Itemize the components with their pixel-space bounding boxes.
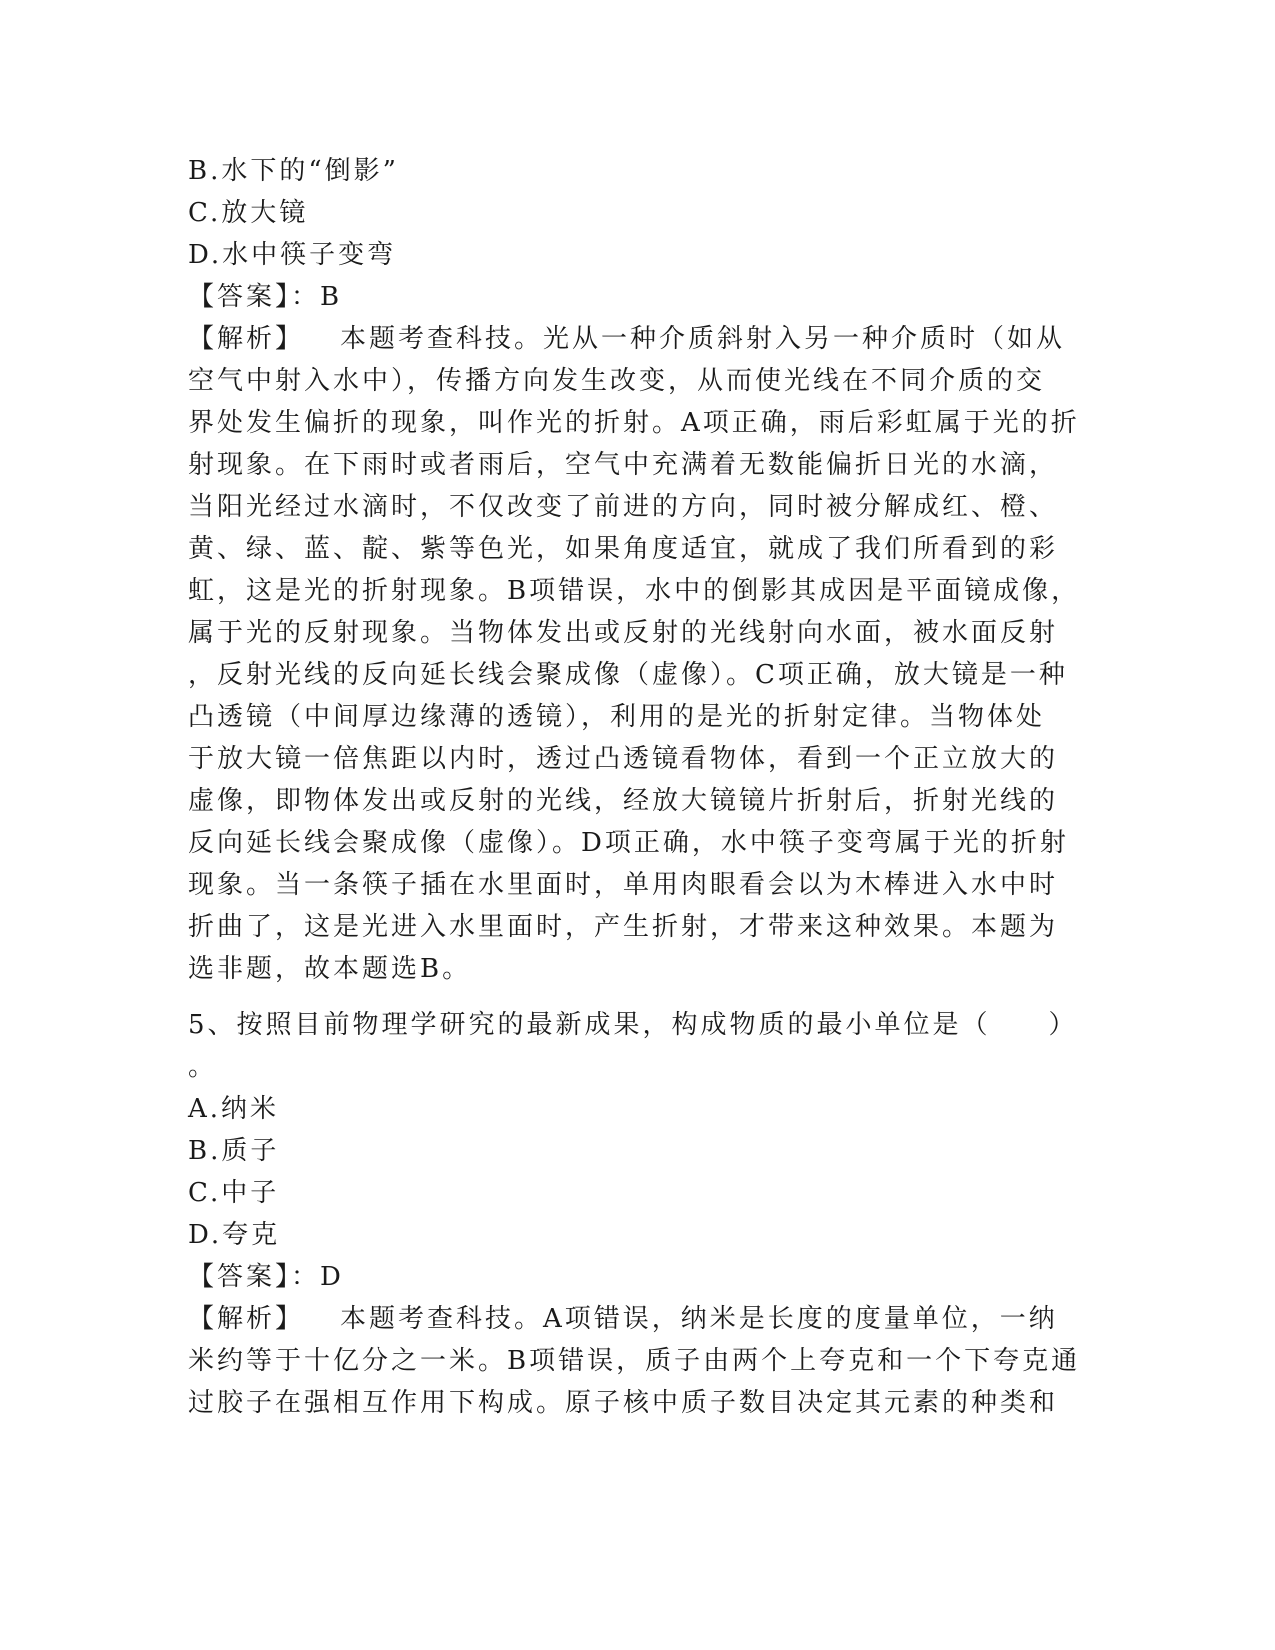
q5-analysis-line — [188, 1298, 1088, 1340]
q5-analysis-line: 米约等于十亿分之一米。B项错误，质子由两个上夸克和一个下夸克通 — [188, 1346, 1081, 1376]
q4-analysis-text: 本题考查科技。光从一种介质斜射入另一种介质时（如从 — [340, 324, 1066, 354]
q4-analysis-line — [188, 318, 1088, 360]
q4-analysis-line: 当阳光经过水滴时，不仅改变了前进的方向，同时被分解成红、橙、 — [188, 492, 1059, 522]
q5-answer — [188, 1256, 1088, 1298]
q5-question-tail: 。 — [188, 1052, 218, 1082]
q5-option-d: D.夸克 — [188, 1220, 281, 1250]
q4-analysis-line: 现象。当一条筷子插在水里面时，单用肉眼看会以为木棒进入水中时 — [188, 870, 1059, 900]
q5-analysis-line: 过胶子在强相互作用下构成。原子核中质子数目决定其元素的种类和 — [188, 1388, 1059, 1418]
q5-option-b: B.质子 — [188, 1136, 280, 1166]
q5-answer-value: ：D — [291, 1262, 344, 1292]
q5-analysis-label: 【解析】 — [188, 1304, 305, 1334]
q4-answer-label: 【答案】 — [188, 282, 292, 312]
q4-analysis-line: 界处发生偏折的现象，叫作光的折射。A项正确，雨后彩虹属于光的折 — [188, 408, 1080, 438]
q4-analysis-line: ，反射光线的反向延长线会聚成像（虚像）。C项正确，放大镜是一种 — [188, 660, 1068, 690]
q4-option-c: C.放大镜 — [188, 198, 309, 228]
q4-analysis-line: 凸透镜（中间厚边缘薄的透镜），利用的是光的折射定律。当物体处 — [188, 702, 1046, 732]
q4-analysis-line: 黄、绿、蓝、靛、紫等色光，如果角度适宜，就成了我们所看到的彩 — [188, 534, 1059, 564]
q4-analysis-line: 射现象。在下雨时或者雨后，空气中充满着无数能偏折日光的水滴， — [188, 450, 1059, 480]
document-page — [188, 150, 1088, 1424]
q5-option-a: A.纳米 — [188, 1094, 280, 1124]
q4-answer-value: ：B — [291, 282, 343, 312]
q4-analysis-line: 反向延长线会聚成像（虚像）。D项正确，水中筷子变弯属于光的折射 — [188, 828, 1069, 858]
q5-answer-label: 【答案】 — [188, 1262, 292, 1292]
q4-analysis-line: 选非题，故本题选B。 — [188, 954, 472, 984]
q4-analysis-line: 于放大镜一倍焦距以内时，透过凸透镜看物体，看到一个正立放大的 — [188, 744, 1059, 774]
q4-option-d: D.水中筷子变弯 — [188, 240, 397, 270]
q4-analysis-line: 空气中射入水中），传播方向发生改变，从而使光线在不同介质的交 — [188, 366, 1046, 396]
q5-option-c: C.中子 — [188, 1178, 280, 1208]
q5-question: 5、按照目前物理学研究的最新成果，构成物质的最小单位是（ ） — [188, 1010, 1078, 1040]
q4-answer — [188, 276, 1088, 318]
q4-analysis-line: 虹，这是光的折射现象。B项错误，水中的倒影其成因是平面镜成像， — [188, 576, 1081, 606]
q4-analysis-line: 属于光的反射现象。当物体发出或反射的光线射向水面，被水面反射 — [188, 618, 1059, 648]
q4-analysis-line: 折曲了，这是光进入水里面时，产生折射，才带来这种效果。本题为 — [188, 912, 1059, 942]
q4-analysis-line: 虚像，即物体发出或反射的光线，经放大镜镜片折射后，折射光线的 — [188, 786, 1059, 816]
q5-analysis-text: 本题考查科技。A项错误，纳米是长度的度量单位，一纳 — [340, 1304, 1058, 1334]
q4-analysis-label: 【解析】 — [188, 324, 305, 354]
q4-option-b: B.水下的“倒影” — [188, 156, 399, 186]
